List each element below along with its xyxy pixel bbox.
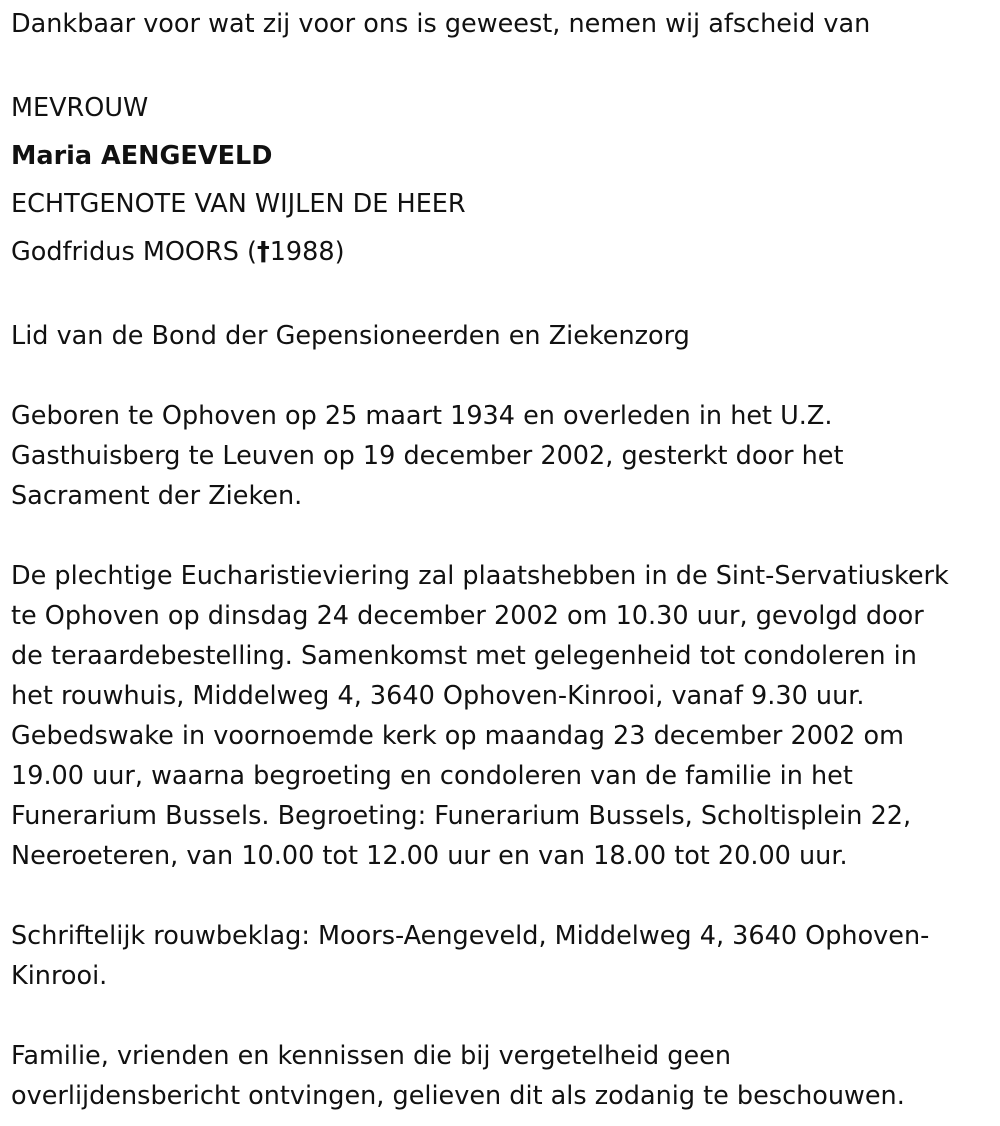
text-line: Gasthuisberg te Leuven op 19 december 2002, gesterkt door het: [11, 441, 844, 471]
text-line: Kinrooi.: [11, 961, 108, 991]
deceased-title: MEVROUW: [11, 93, 149, 123]
spacer: [11, 44, 996, 84]
intro-text: Dankbaar voor wat zij voor ons is geweest, nemen wij afscheid van: [11, 9, 871, 39]
spacer: [11, 876, 996, 916]
spouse-death-year: 1988): [269, 237, 345, 267]
text-line: Gebedswake in voornoemde kerk op maandag 23 december 2002 om: [11, 721, 904, 751]
spouse-line: [11, 228, 996, 276]
cross-icon: †: [256, 237, 270, 267]
text-line: het rouwhuis, Middelweg 4, 3640 Ophoven-Kinrooi, vanaf 9.30 uur.: [11, 681, 865, 711]
text-line: Sacrament der Zieken.: [11, 481, 303, 511]
text-line: Schriftelijk rouwbeklag: Moors-Aengeveld, Middelweg 4, 3640 Ophoven-: [11, 921, 930, 951]
spouse-relation: ECHTGENOTE VAN WIJLEN DE HEER: [11, 189, 466, 219]
text-line: Familie, vrienden en kennissen die bij vergetelheid geen: [11, 1041, 731, 1071]
membership-text: Lid van de Bond der Gepensioneerden en Ziekenzorg: [11, 321, 690, 351]
birth-death-paragraph: [11, 396, 996, 516]
spacer: [11, 276, 996, 316]
deceased-name: Maria AENGEVELD: [11, 141, 273, 171]
spouse-name: Godfridus MOORS (: [11, 237, 257, 267]
text-line: 19.00 uur, waarna begroeting en condoleren van de familie in het: [11, 761, 853, 791]
condolences-paragraph: [11, 916, 996, 996]
obituary-document: [11, 4, 996, 1116]
spacer: [11, 356, 996, 396]
text-line: De plechtige Eucharistieviering zal plaatshebben in de Sint-Servatiuskerk: [11, 561, 949, 591]
text-line: overlijdensbericht ontvingen, gelieven dit als zodanig te beschouwen.: [11, 1081, 905, 1111]
text-line: Geboren te Ophoven op 25 maart 1934 en overleden in het U.Z.: [11, 401, 833, 431]
text-line: te Ophoven op dinsdag 24 december 2002 om 10.30 uur, gevolgd door: [11, 601, 924, 631]
text-line: Neeroeteren, van 10.00 tot 12.00 uur en van 18.00 tot 20.00 uur.: [11, 841, 848, 871]
deceased-block: [11, 84, 996, 276]
spacer: [11, 516, 996, 556]
spacer: [11, 996, 996, 1036]
text-line: de teraardebestelling. Samenkomst met gelegenheid tot condoleren in: [11, 641, 917, 671]
ceremony-paragraph: [11, 556, 996, 876]
text-line: Funerarium Bussels. Begroeting: Funerarium Bussels, Scholtisplein 22,: [11, 801, 912, 831]
closing-paragraph: [11, 1036, 996, 1116]
